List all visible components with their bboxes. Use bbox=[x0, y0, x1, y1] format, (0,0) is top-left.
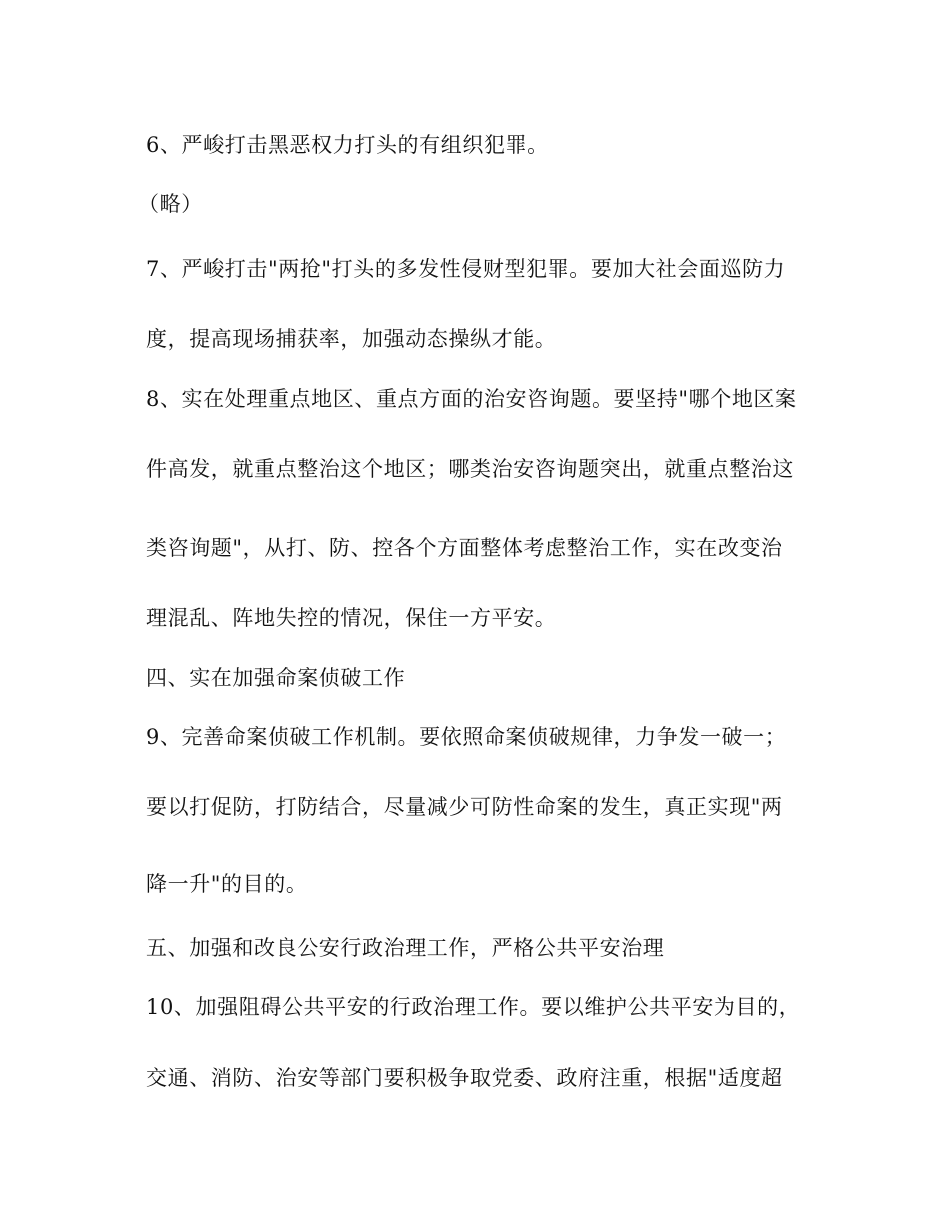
item-8-line-2: 件高发，就重点整治这个地区；哪类治安咨询题突出，就重点整治这 bbox=[146, 457, 794, 481]
item-9-line-2: 要以打促防，打防结合，尽量减少可防性命案的发生，真正实现"两 bbox=[146, 795, 783, 819]
item-10-line-2: 交通、消防、治安等部门要积极争取党委、政府注重，根据"适度超 bbox=[146, 1066, 783, 1090]
item-7-line-1: 7、严峻打击"两抢"打头的多发性侵财型犯罪。要加大社会面巡防力 bbox=[146, 257, 786, 281]
section-5-heading: 五、加强和改良公安行政治理工作，严格公共平安治理 bbox=[146, 936, 665, 960]
section-4-heading: 四、实在加强命案侦破工作 bbox=[146, 666, 406, 690]
item-6-line-1: 6、严峻打击黑恶权力打头的有组织犯罪。 bbox=[146, 133, 549, 157]
item-8-line-1: 8、实在处理重点地区、重点方面的治安咨询题。要坚持"哪个地区案 bbox=[146, 387, 797, 411]
item-9-line-3: 降一升"的目的。 bbox=[146, 872, 308, 896]
item-10-line-1: 10、加强阻碍公共平安的行政治理工作。要以维护公共平安为目的， bbox=[146, 995, 801, 1019]
omitted-note: （略） bbox=[138, 192, 203, 216]
item-8-line-3: 类咨询题"，从打、防、控各个方面整体考虑整治工作，实在改变治 bbox=[146, 536, 783, 560]
item-7-line-2: 度，提高现场捕获率，加强动态操纵才能。 bbox=[146, 327, 557, 351]
item-8-line-4: 理混乱、阵地失控的情况，保住一方平安。 bbox=[146, 606, 557, 630]
item-9-line-1: 9、完善命案侦破工作机制。要依照命案侦破规律，力争发一破一； bbox=[146, 725, 787, 749]
